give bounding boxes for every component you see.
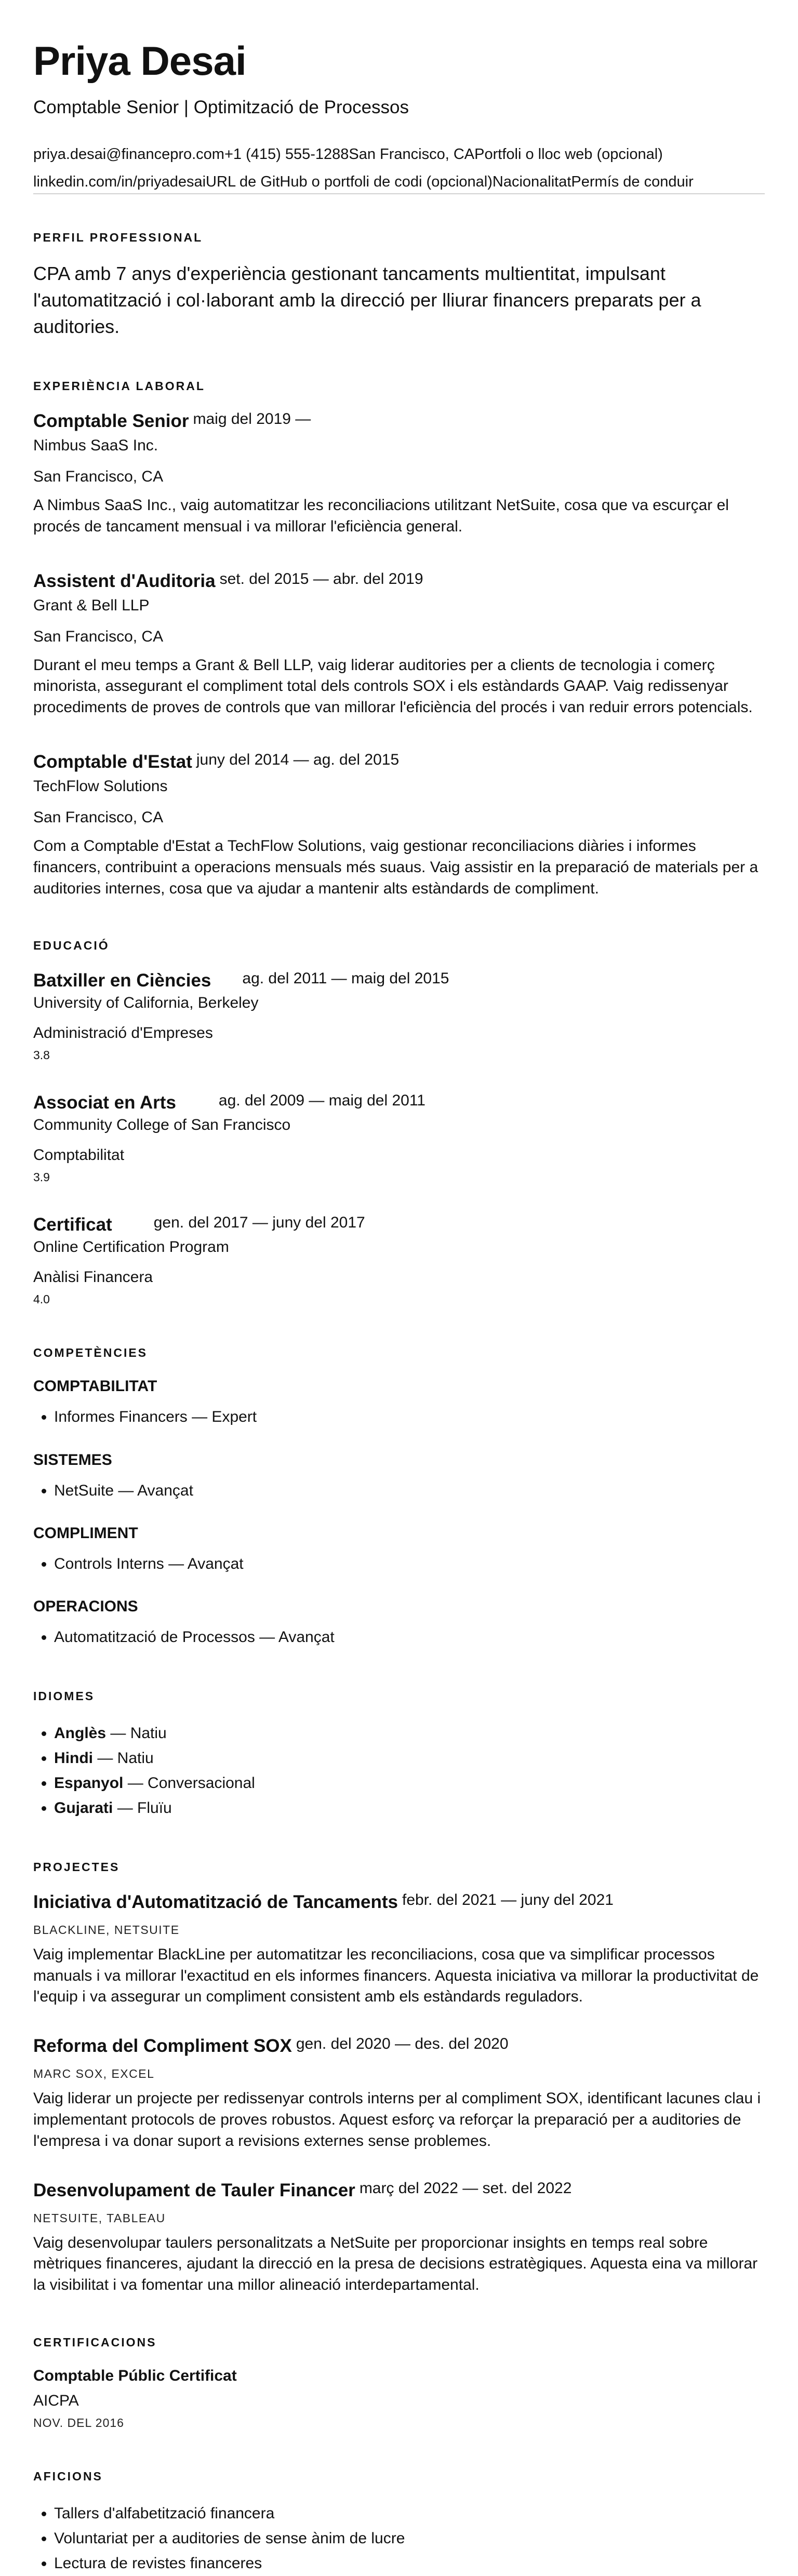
resume-header bbox=[33, 38, 765, 194]
skill-item: • Informes Financers — Expert bbox=[54, 1405, 765, 1429]
project-technologies: NETSUITE, TABLEAU bbox=[33, 2211, 166, 2225]
project-dates: gen. del 2020 — des. del 2020 bbox=[296, 2035, 509, 2053]
contact-line-1: priya.desai@financepro.com+1 (415) 555-1288San Francisco, CAPortfoli o lloc web (opcional) bbox=[33, 146, 663, 163]
project-dates: març del 2022 — set. del 2022 bbox=[359, 2179, 572, 2197]
gpa: 4.0 bbox=[33, 1292, 50, 1306]
language-name: Hindi bbox=[54, 1749, 93, 1767]
language-name: Anglès bbox=[54, 1724, 107, 1742]
languages-section bbox=[33, 1689, 765, 1821]
school-name: Online Certification Program bbox=[33, 1238, 229, 1256]
school-name: Community College of San Francisco bbox=[33, 1116, 291, 1134]
certification-date: NOV. DEL 2016 bbox=[33, 2416, 124, 2430]
job-title: Assistent d'Auditoria bbox=[33, 570, 216, 591]
job-description: Durant el meu temps a Grant & Bell LLP, vaig liderar auditories per a clients de tecnologia i comerç minorista, assegurant el compliment total dels controls SOX i els estàndards GAAP. Vaig redissenyar procediments de proves de controls que van millorar l'eficiència del procés i van reduir errors potencials. bbox=[33, 656, 753, 716]
headline: Comptable Senior | Optimització de Processos bbox=[33, 97, 409, 117]
project-item bbox=[33, 1892, 765, 2008]
language-item bbox=[54, 1796, 765, 1821]
project-technologies: MARC SOX, EXCEL bbox=[33, 2067, 155, 2081]
language-item bbox=[54, 1746, 765, 1771]
contact-line-2: linkedin.com/in/priyadesaiURL de GitHub o portfoli de codi (opcional)NacionalitatPermís de conduir bbox=[33, 173, 694, 190]
job-dates: maig del 2019 — bbox=[193, 410, 311, 428]
skill-list bbox=[33, 1552, 765, 1576]
gpa: 3.9 bbox=[33, 1170, 50, 1184]
language-item bbox=[54, 1721, 765, 1746]
project-technologies: BLACKLINE, NETSUITE bbox=[33, 1923, 180, 1937]
degree-name: Batxiller en Ciències bbox=[33, 970, 211, 991]
skill-item: • Automatització de Processos — Avançat bbox=[54, 1625, 765, 1649]
field-of-study: Administració d'Empreses bbox=[33, 1024, 213, 1042]
section-title-hobbies: AFICIONS bbox=[33, 2470, 103, 2484]
skill-category: COMPLIMENT bbox=[33, 1525, 138, 1542]
education-section bbox=[33, 939, 765, 1306]
skill-group bbox=[33, 1598, 765, 1649]
skill-category: COMPTABILITAT bbox=[33, 1378, 157, 1395]
job-location: San Francisco, CA bbox=[33, 468, 164, 485]
experience-item bbox=[33, 571, 765, 718]
project-description: Vaig implementar BlackLine per automatitzar les reconciliacions, cosa que va simplificar processos manuals i va millorar l'exactitud en els informes financers. Aquesta iniciativa va millorar la productivitat de l'equip i va assegurar un compliment consistent amb els estàndards reguladors. bbox=[33, 1945, 759, 2006]
skill-group bbox=[33, 1451, 765, 1503]
project-description: Vaig desenvolupar taulers personalitzats a NetSuite per proporcionar insights en temps real sobre mètriques financeres, ajudant la direcció en la presa de decisions estratègiques. Aquesta eina va millorar la visibilitat i va fomentar una millor alineació interdepartamental. bbox=[33, 2234, 758, 2294]
experience-section bbox=[33, 379, 765, 899]
candidate-name: Priya Desai bbox=[33, 38, 246, 84]
experience-item bbox=[33, 411, 765, 538]
education-dates: ag. del 2009 — maig del 2011 bbox=[218, 1092, 425, 1110]
job-location: San Francisco, CA bbox=[33, 628, 164, 645]
project-description: Vaig liderar un projecte per redissenyar controls interns per al compliment SOX, identificant lacunes clau i implementant protocols de proves robustos. Aquest esforç va reforçar la preparació per a auditories de l'empresa i va donar suport a revisions externes sense problemes. bbox=[33, 2090, 761, 2150]
gpa: 3.8 bbox=[33, 1048, 50, 1062]
skill-list bbox=[33, 1625, 765, 1649]
language-name: Gujarati bbox=[54, 1799, 113, 1817]
projects-section bbox=[33, 1860, 765, 2296]
hobby-item: • Tallers d'alfabetització financera bbox=[54, 2501, 765, 2526]
certification-name: Comptable Públic Certificat bbox=[33, 2367, 237, 2385]
degree-name: Certificat bbox=[33, 1214, 112, 1235]
project-title: Desenvolupament de Tauler Financer bbox=[33, 2180, 355, 2200]
job-company: Grant & Bell LLP bbox=[33, 596, 150, 614]
language-item bbox=[54, 1771, 765, 1796]
field-of-study: Comptabilitat bbox=[33, 1146, 125, 1164]
certifications-section bbox=[33, 2335, 765, 2430]
job-description: A Nimbus SaaS Inc., vaig automatitzar les reconciliacions utilitzant NetSuite, cosa que va escurçar el procés de tancament mensual i va millorar l'eficiència general. bbox=[33, 496, 729, 535]
section-title-education: EDUCACIÓ bbox=[33, 939, 110, 953]
project-item bbox=[33, 2180, 765, 2296]
job-title: Comptable d'Estat bbox=[33, 751, 192, 772]
job-title: Comptable Senior bbox=[33, 410, 189, 431]
language-name: Espanyol bbox=[54, 1774, 124, 1792]
hobbies-section bbox=[33, 2470, 765, 2576]
hobby-list bbox=[33, 2501, 765, 2576]
section-title-skills: COMPETÈNCIES bbox=[33, 1346, 148, 1360]
skill-group bbox=[33, 1378, 765, 1429]
header-divider bbox=[33, 193, 765, 194]
hobby-item: • Voluntariat per a auditories de sense ànim de lucre bbox=[54, 2526, 765, 2551]
experience-item bbox=[33, 752, 765, 899]
education-dates: ag. del 2011 — maig del 2015 bbox=[242, 970, 449, 987]
summary-section bbox=[33, 231, 765, 340]
project-title: Iniciativa d'Automatització de Tancaments bbox=[33, 1891, 398, 1912]
language-level: — Natiu bbox=[93, 1749, 154, 1767]
project-item bbox=[33, 2036, 765, 2152]
skill-item: • NetSuite — Avançat bbox=[54, 1478, 765, 1503]
summary-text: CPA amb 7 anys d'experiència gestionant tancaments multientitat, impulsant l'automatització i col·laborant amb la direcció per lliurar financers preparats per a auditories. bbox=[33, 262, 701, 337]
skills-section bbox=[33, 1346, 765, 1650]
skill-item: • Controls Interns — Avançat bbox=[54, 1552, 765, 1576]
education-dates: gen. del 2017 — juny del 2017 bbox=[153, 1214, 365, 1232]
certification-issuer: AICPA bbox=[33, 2392, 79, 2410]
project-title: Reforma del Compliment SOX bbox=[33, 2036, 292, 2057]
hobby-item: • Lectura de revistes financeres bbox=[54, 2551, 765, 2576]
education-item bbox=[33, 970, 765, 1062]
job-company: Nimbus SaaS Inc. bbox=[33, 436, 158, 454]
skill-list bbox=[33, 1478, 765, 1503]
language-level: — Natiu bbox=[106, 1724, 167, 1742]
language-level: — Conversacional bbox=[123, 1774, 255, 1792]
section-title-projects: PROJECTES bbox=[33, 1860, 120, 1874]
certification-item bbox=[33, 2367, 765, 2430]
section-title-languages: IDIOMES bbox=[33, 1689, 95, 1703]
school-name: University of California, Berkeley bbox=[33, 994, 259, 1012]
job-location: San Francisco, CA bbox=[33, 808, 164, 826]
education-item bbox=[33, 1214, 765, 1306]
skill-category: SISTEMES bbox=[33, 1451, 112, 1469]
skill-list bbox=[33, 1405, 765, 1429]
language-level: — Fluïu bbox=[113, 1799, 172, 1817]
job-company: TechFlow Solutions bbox=[33, 777, 168, 795]
degree-name: Associat en Arts bbox=[33, 1092, 176, 1113]
section-title-summary: PERFIL PROFESSIONAL bbox=[33, 230, 203, 244]
field-of-study: Anàlisi Financera bbox=[33, 1269, 153, 1286]
skill-group bbox=[33, 1525, 765, 1576]
section-title-certifications: CERTIFICACIONS bbox=[33, 2335, 157, 2350]
education-item bbox=[33, 1092, 765, 1184]
job-dates: juny del 2014 — ag. del 2015 bbox=[196, 751, 400, 768]
language-list bbox=[33, 1721, 765, 1821]
job-description: Com a Comptable d'Estat a TechFlow Solutions, vaig gestionar reconciliacions diàries i informes financers, contribuint a operacions mensuals més suaus. Vaig assistir en la preparació de materials per a auditories internes, cosa que va ajudar a mantenir alts estàndards de compliment. bbox=[33, 837, 759, 897]
skill-category: OPERACIONS bbox=[33, 1598, 138, 1616]
project-dates: febr. del 2021 — juny del 2021 bbox=[402, 1891, 614, 1908]
job-dates: set. del 2015 — abr. del 2019 bbox=[219, 570, 423, 588]
section-title-experience: EXPERIÈNCIA LABORAL bbox=[33, 379, 205, 393]
